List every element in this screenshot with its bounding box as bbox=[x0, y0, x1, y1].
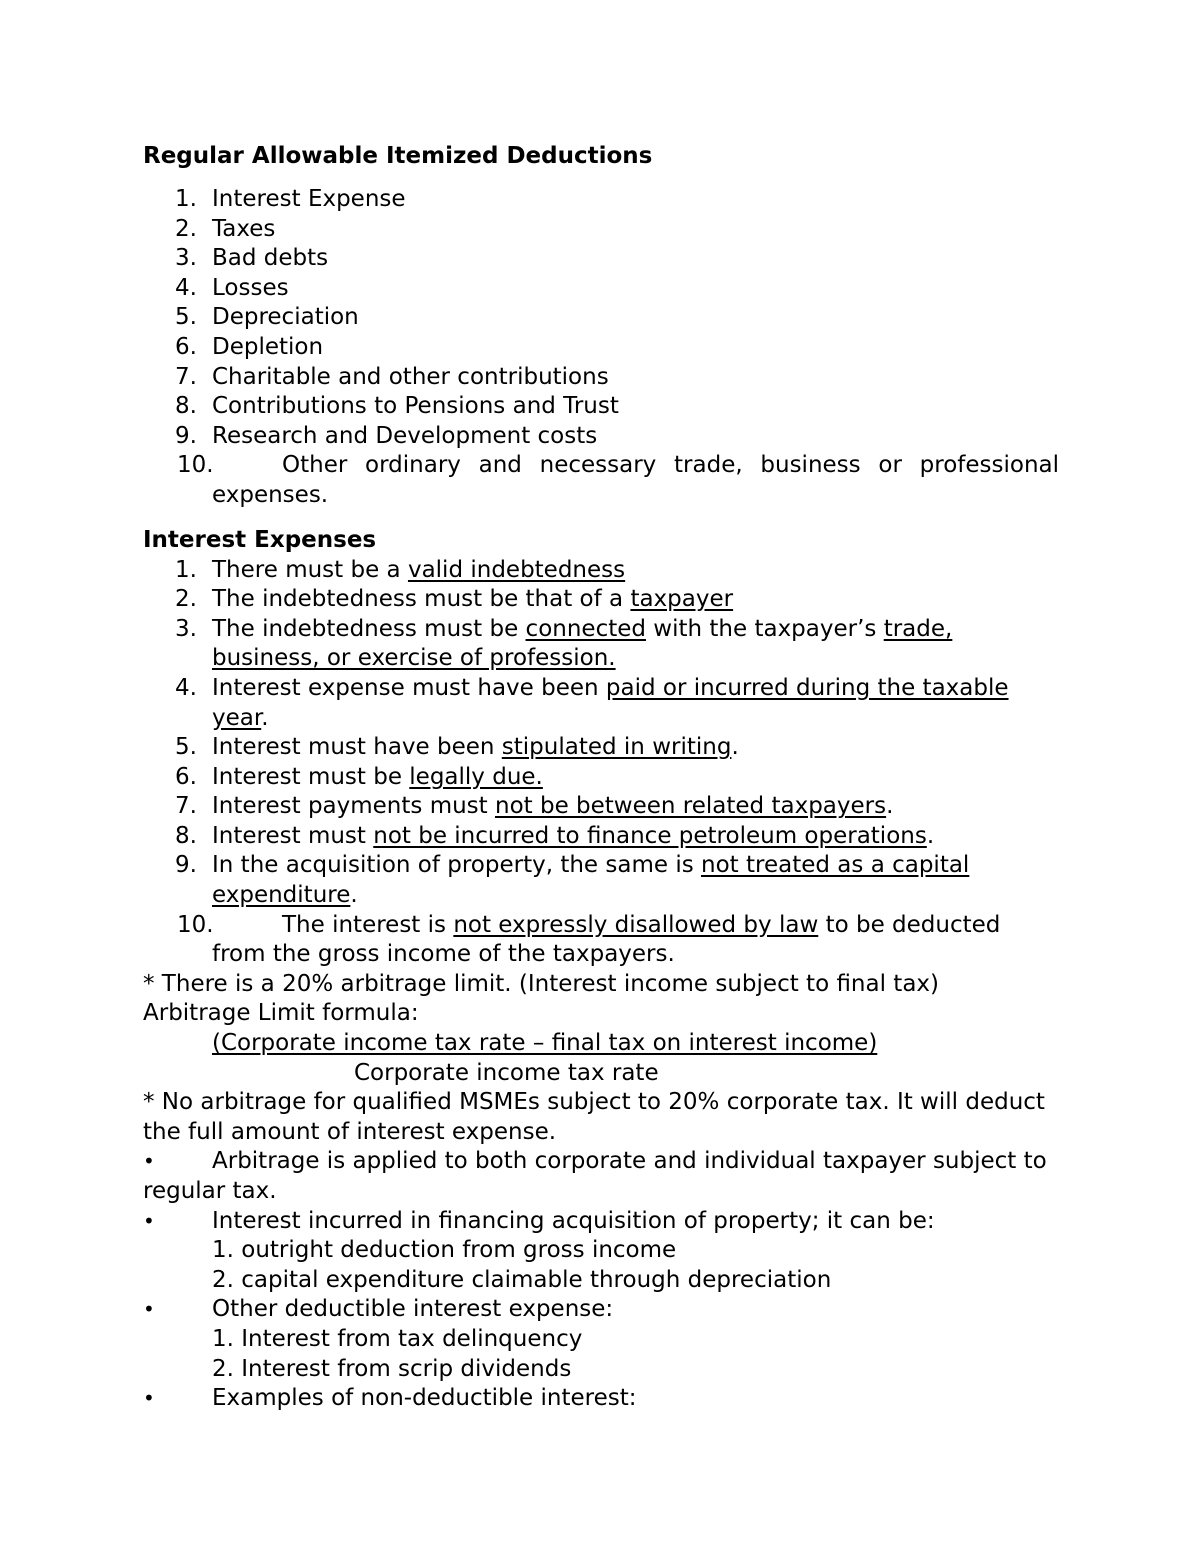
list-number: 5. bbox=[175, 734, 197, 761]
list-item bbox=[143, 422, 1059, 452]
text-run: Interest payments must bbox=[212, 793, 495, 820]
list-text: Depletion bbox=[212, 333, 324, 360]
bullet-icon: • bbox=[143, 1208, 155, 1233]
document-page bbox=[143, 140, 1059, 1414]
list-number: 3. bbox=[175, 615, 197, 642]
list-number: 8. bbox=[175, 822, 197, 849]
list-number: 5. bbox=[175, 304, 197, 331]
list-item bbox=[143, 851, 1059, 910]
underlined-text: paid or incurred during the taxable year bbox=[212, 674, 1009, 731]
bullet-text: Arbitrage is applied to both corporate and individual taxpayer subject to regular tax. bbox=[143, 1148, 1047, 1204]
underlined-text: legally due. bbox=[409, 763, 543, 790]
list-item bbox=[143, 244, 1059, 274]
section-title-deductions: Regular Allowable Itemized Deductions bbox=[143, 143, 653, 169]
underlined-text: not be incurred to finance petroleum operations bbox=[373, 822, 927, 849]
list-number: 8. bbox=[175, 393, 197, 420]
list-text: Interest Expense bbox=[212, 186, 406, 212]
underlined-text: connected bbox=[525, 615, 646, 642]
text-run: . bbox=[731, 734, 739, 761]
list-item bbox=[143, 333, 1059, 363]
list-text bbox=[212, 615, 1059, 674]
list-text: Losses bbox=[212, 274, 289, 301]
list-number: 7. bbox=[175, 363, 197, 390]
msme-note: * No arbitrage for qualified MSMEs subject to 20% corporate tax. It will deduct the full amount of interest expense. bbox=[143, 1089, 1045, 1145]
text-run: Interest must have been bbox=[212, 734, 502, 761]
sub-item: 1. Interest from tax delinquency bbox=[212, 1325, 583, 1352]
list-text bbox=[212, 674, 1059, 733]
text-run: with the taxpayer’s bbox=[645, 615, 884, 642]
list-item bbox=[143, 585, 1059, 615]
list-item bbox=[143, 185, 1059, 215]
list-text: Depreciation bbox=[212, 304, 359, 331]
text-run: . bbox=[886, 793, 894, 820]
list-text bbox=[212, 851, 1059, 910]
list-text: Charitable and other contributions bbox=[212, 363, 609, 390]
text-run: In the acquisition of property, the same is bbox=[212, 852, 702, 879]
list-text: Contributions to Pensions and Trust bbox=[212, 393, 619, 420]
underlined-text: not be between related taxpayers bbox=[495, 793, 887, 820]
list-text bbox=[212, 792, 1059, 822]
text-run: The indebtedness must be bbox=[212, 615, 526, 642]
section-title-interest: Interest Expenses bbox=[143, 526, 377, 553]
list-number: 1. bbox=[175, 556, 197, 583]
list-item bbox=[143, 822, 1059, 852]
list-item bbox=[143, 733, 1059, 763]
text-run: . bbox=[350, 882, 358, 909]
spacer bbox=[143, 511, 1059, 524]
list-text: Research and Development costs bbox=[212, 422, 598, 449]
list-number: 4. bbox=[175, 674, 197, 701]
list-text bbox=[212, 911, 1059, 970]
list-text bbox=[212, 556, 1059, 586]
list-item bbox=[143, 556, 1059, 586]
interest-requirements-list bbox=[143, 556, 1059, 970]
sub-item: 1. outright deduction from gross income bbox=[212, 1237, 677, 1264]
list-item bbox=[143, 363, 1059, 393]
list-number: 9. bbox=[175, 422, 197, 449]
underlined-text: taxpayer bbox=[630, 586, 734, 613]
bullet-item bbox=[143, 1384, 1059, 1414]
list-number: 4. bbox=[175, 274, 197, 301]
underlined-text: not treated as a capital expenditure bbox=[212, 852, 970, 909]
list-number: 9. bbox=[175, 852, 197, 879]
list-item bbox=[143, 615, 1059, 674]
bullet-icon: • bbox=[143, 1149, 155, 1174]
list-text bbox=[212, 733, 1059, 763]
list-item bbox=[143, 763, 1059, 793]
list-text bbox=[212, 585, 1059, 615]
bullet-text: Interest incurred in financing acquisition of property; it can be: bbox=[212, 1207, 935, 1234]
list-text: Bad debts bbox=[212, 245, 329, 272]
list-number: 2. bbox=[175, 586, 197, 613]
list-number: 7. bbox=[175, 793, 197, 820]
list-text: Other ordinary and necessary trade, business or professional expenses. bbox=[212, 452, 1059, 508]
bullet-text: Examples of non-deductible interest: bbox=[212, 1385, 637, 1412]
bullet-icon: • bbox=[143, 1386, 155, 1411]
underlined-text: not expressly disallowed by law bbox=[453, 911, 819, 938]
list-item bbox=[143, 303, 1059, 333]
sub-item: 2. capital expenditure claimable through depreciation bbox=[212, 1266, 832, 1293]
text-run: There must be a bbox=[212, 556, 408, 583]
list-number: 10. bbox=[177, 911, 214, 938]
text-run: to be deducted from the gross income of the taxpayers. bbox=[212, 911, 1001, 968]
list-number: 2. bbox=[175, 215, 197, 242]
list-number: 10. bbox=[177, 452, 214, 479]
list-number: 1. bbox=[175, 186, 197, 212]
list-text bbox=[212, 763, 1059, 793]
list-item bbox=[143, 392, 1059, 422]
underlined-text: valid indebtedness bbox=[407, 556, 626, 583]
spacer bbox=[143, 172, 1059, 185]
list-item bbox=[143, 215, 1059, 245]
underlined-text: (Corporate income tax rate – final tax on interest income) bbox=[212, 1030, 878, 1057]
list-item bbox=[143, 451, 1059, 510]
deductions-list bbox=[143, 185, 1059, 511]
formula-denominator: Corporate income tax rate bbox=[354, 1059, 659, 1086]
text-run: The indebtedness must be that of a bbox=[212, 586, 631, 613]
underlined-text: stipulated in writing bbox=[501, 734, 732, 761]
formula-label: Arbitrage Limit formula: bbox=[143, 1000, 419, 1027]
list-item bbox=[143, 674, 1059, 733]
text-run: . bbox=[261, 704, 269, 731]
bullet-text: Other deductible interest expense: bbox=[212, 1296, 614, 1323]
text-run: Interest expense must have been bbox=[212, 674, 606, 701]
bullet-icon: • bbox=[143, 1297, 155, 1322]
sub-item: 2. Interest from scrip dividends bbox=[212, 1355, 572, 1382]
bullet-item bbox=[143, 1147, 1059, 1206]
list-item bbox=[143, 911, 1059, 970]
bullet-item bbox=[143, 1207, 1059, 1237]
list-text: Taxes bbox=[212, 215, 276, 242]
list-item bbox=[143, 274, 1059, 304]
text-run: Interest must be bbox=[212, 763, 410, 790]
arbitrage-limit-note: * There is a 20% arbitrage limit. (Interest income subject to final tax) bbox=[143, 970, 940, 997]
text-run: Interest must bbox=[212, 822, 374, 849]
list-number: 6. bbox=[175, 763, 197, 790]
underlined-text: trade, business, or exercise of profession. bbox=[212, 615, 953, 672]
list-text bbox=[212, 822, 1059, 852]
text-run: . bbox=[926, 822, 935, 849]
text-run: The interest is bbox=[282, 911, 454, 938]
list-item bbox=[143, 792, 1059, 822]
formula-numerator bbox=[143, 1029, 1059, 1059]
list-number: 3. bbox=[175, 245, 197, 272]
bullet-item bbox=[143, 1295, 1059, 1325]
list-number: 6. bbox=[175, 333, 197, 360]
